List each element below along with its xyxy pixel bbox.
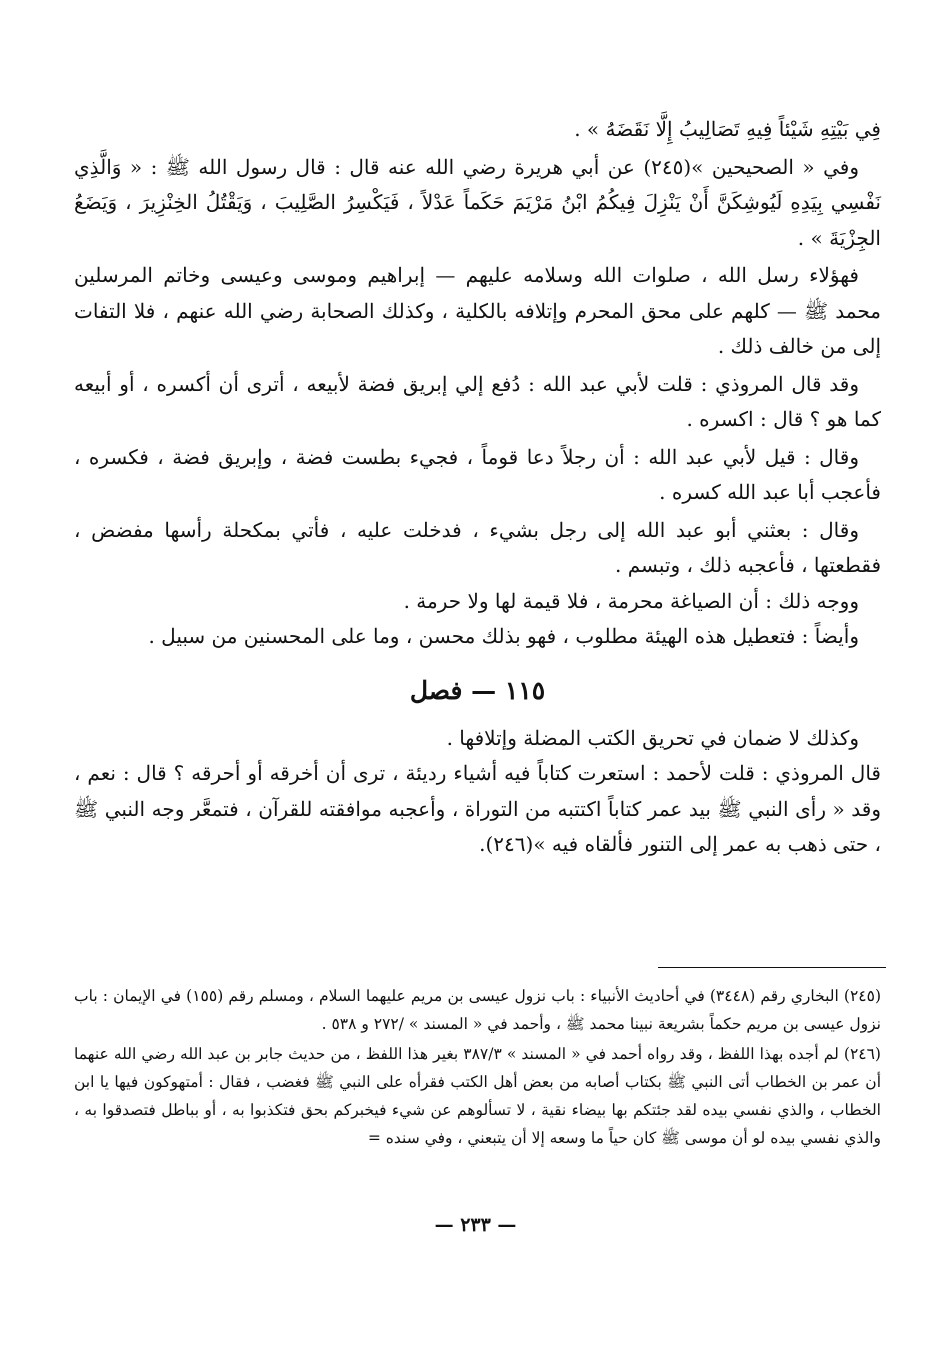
paragraph: قال المروذي : قلت لأحمد : استعرت كتاباً فيه أشياء رديئة ، ترى أن أخرقه أو أحرقه ؟ قال : نعم ، وقد « رأى النبي ﷺ بيد عمر كتاباً اكتتبه من التوراة ، وأعجبه موافقته للقرآن ، فتمعَّر وجه النبي ﷺ ، حتى ذهب به عمر إلى التنور فألقاه فيه »(٢٤٦). [74, 761, 882, 856]
footnote-separator [658, 967, 886, 968]
paragraph: وأيضاً : فتعطيل هذه الهيئة مطلوب ، فهو بذلك محسن ، وما على المحسنين من سبيل . [148, 624, 859, 648]
paragraph: وقال : بعثني أبو عبد الله إلى رجل بشيء ، فدخلت عليه ، فأتي بمكحلة رأسها مفضض ، فقطعتها ، فأعجبه ذلك ، وتبسم . [74, 517, 881, 577]
section-heading: ١١٥ — فصل [409, 675, 546, 705]
paragraph: فِي بَيْتِهِ شَيْئاً فِيهِ تَصَالِيبُ إِلَّا نَقَضَهُ » . [574, 117, 881, 141]
paragraph: وقد قال المروذي : قلت لأبي عبد الله : دُفع إلي إبريق فضة لأبيعه ، أترى أن أكسره ، أو أبيعه كما هو ؟ قال : اكسره . [74, 371, 881, 431]
footnote: (٢٤٥) البخاري رقم (٣٤٤٨) في أحاديث الأنبياء : باب نزول عيسى بن مريم عليهما السلام ، ومسلم رقم (١٥٥) في الإيمان : باب نزول عيسى بن مريم حكماً بشريعة نبينا محمد ﷺ ، وأحمد في « المسند » /٢٧٢ و ٥٣٨ . [74, 987, 881, 1033]
main-text [74, 112, 881, 863]
paragraph: وقال : قيل لأبي عبد الله : أن رجلاً دعا قوماً ، فجيء بطست فضة ، وإبريق فضة ، فكسره ، فأعجب أبا عبد الله كسره . [74, 444, 881, 504]
footnotes [74, 982, 881, 1152]
page-number: — ٢٣٣ — [434, 1214, 517, 1236]
footnote: (٢٤٦) لم أجده بهذا اللفظ ، وقد رواه أحمد في « المسند » ٣٨٧/٣ بغير هذا اللفظ ، من حديث جابر بن عبد الله رضي الله عنهما أن عمر بن الخطاب أتى النبي ﷺ بكتاب أصابه من بعض أهل الكتب فقرأه على النبي ﷺ فغضب ، فقال : أمتهوكون فيها يا ابن الخطاب ، والذي نفسي بيده لقد جئتكم بها بيضاء نقية ، لا تسألوهم عن شيء فيخبركم بحق فتكذبوا به ، أو بباطل فتصدقوا به ، والذي نفسي بيده لو أن موسى ﷺ كان حياً ما وسعه إلا أن يتبعني ، وفي سنده = [74, 1045, 881, 1147]
paragraph: ووجه ذلك : أن الصياغة محرمة ، فلا قيمة لها ولا حرمة . [403, 588, 859, 613]
paragraph: وفي « الصحيحين »(٢٤٥) عن أبي هريرة رضي الله عنه قال : قال رسول الله ﷺ : « وَالَّذِي نَفْسِي بِيَدِهِ لَيُوشِكَنَّ أَنْ يَنْزِلَ فِيكُمُ ابْنُ مَرْيَمَ حَكَماً عَدْلاً ، فَيَكْسِرُ الصَّلِيبَ ، وَيَقْتُلُ الخِنْزِيرَ ، وَيَضَعُ الجِزْيَةَ » . [74, 154, 881, 250]
paragraph: وكذلك لا ضمان في تحريق الكتب المضلة وإتلافها . [446, 725, 859, 750]
paragraph: فهؤلاء رسل الله ، صلوات الله وسلامه عليهم — إبراهيم وموسى وعيسى وخاتم المرسلين محمد ﷺ — كلهم على محق المحرم وإتلافه بالكلية ، وكذلك الصحابة رضي الله عنهم ، فلا التفات إلى من خالف ذلك . [74, 263, 881, 358]
